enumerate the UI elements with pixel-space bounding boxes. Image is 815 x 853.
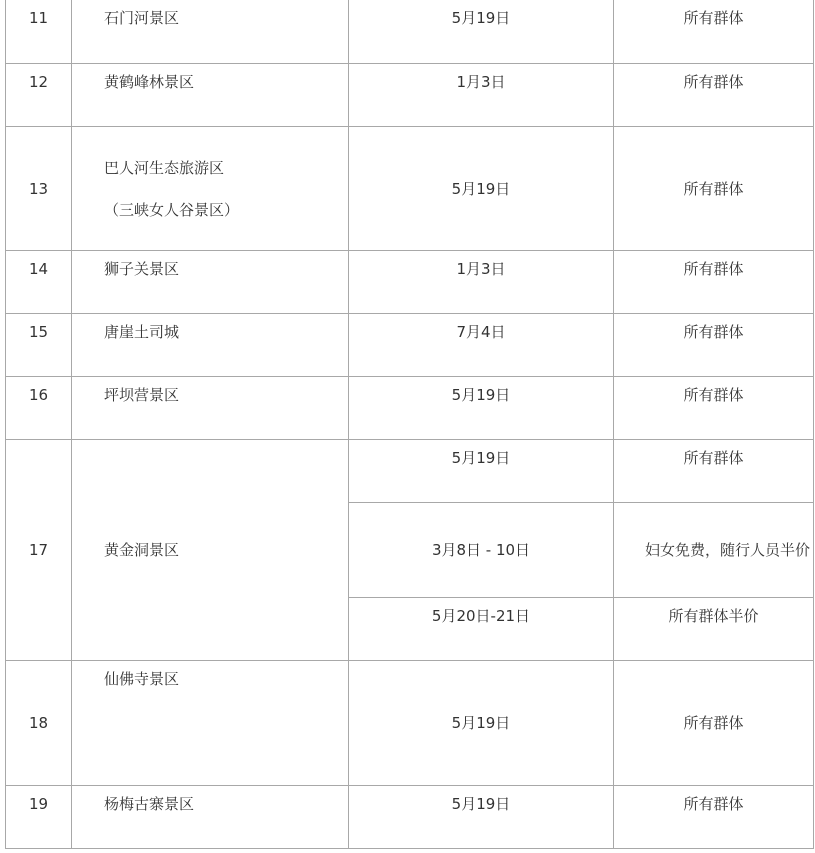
free-date: 1月3日 — [349, 251, 614, 314]
row-number: 17 — [6, 440, 72, 661]
target-group: 所有群体 — [614, 786, 814, 849]
table-row — [6, 377, 814, 440]
table-row — [6, 0, 814, 64]
free-date: 5月19日 — [349, 440, 614, 503]
target-group: 所有群体半价 — [614, 598, 814, 661]
table-row — [6, 786, 814, 849]
scenic-spot-name: 石门河景区 — [72, 0, 349, 64]
table-row — [6, 251, 814, 314]
table-row — [6, 440, 814, 503]
scenic-spot-name: 仙佛寺景区 — [72, 661, 349, 786]
scenic-spot-name-line1: 巴人河生态旅游区 — [104, 158, 225, 177]
row-number: 15 — [6, 314, 72, 377]
row-number: 16 — [6, 377, 72, 440]
scenic-spot-name: 坪坝营景区 — [72, 377, 349, 440]
target-group: 所有群体 — [614, 440, 814, 503]
target-group: 所有群体 — [614, 377, 814, 440]
free-date: 7月4日 — [349, 314, 614, 377]
target-group: 所有群体 — [614, 64, 814, 127]
scenic-spot-name: 狮子关景区 — [72, 251, 349, 314]
target-group: 所有群体 — [614, 661, 814, 786]
table-row — [6, 127, 814, 251]
table-row — [6, 314, 814, 377]
target-group-text: 妇女免费，随行人员半价 — [644, 541, 810, 559]
scenic-spot-name: 杨梅古寨景区 — [72, 786, 349, 849]
free-date: 5月19日 — [349, 377, 614, 440]
row-number: 11 — [6, 0, 72, 64]
free-date: 3月8日 - 10日 — [349, 503, 614, 598]
row-number: 13 — [6, 127, 72, 251]
scenic-spot-name: 黄鹤峰林景区 — [72, 64, 349, 127]
target-group — [614, 503, 814, 598]
scenic-spot-name: 黄金洞景区 — [72, 440, 349, 661]
free-date: 1月3日 — [349, 64, 614, 127]
row-number: 12 — [6, 64, 72, 127]
free-date: 5月20日-21日 — [349, 598, 614, 661]
target-group: 所有群体 — [614, 314, 814, 377]
table-row — [6, 661, 814, 786]
row-number: 19 — [6, 786, 72, 849]
free-date: 5月19日 — [349, 661, 614, 786]
row-number: 18 — [6, 661, 72, 786]
target-group: 所有群体 — [614, 251, 814, 314]
scenic-spot-name-line2: （三峡女人谷景区） — [104, 200, 240, 219]
target-group: 所有群体 — [614, 0, 814, 64]
scenic-spot-name — [72, 127, 349, 251]
free-date: 5月19日 — [349, 127, 614, 251]
scenic-spot-table — [5, 0, 814, 849]
target-group: 所有群体 — [614, 127, 814, 251]
table-row — [6, 64, 814, 127]
free-date: 5月19日 — [349, 0, 614, 64]
free-date: 5月19日 — [349, 786, 614, 849]
row-number: 14 — [6, 251, 72, 314]
scenic-spot-name: 唐崖土司城 — [72, 314, 349, 377]
